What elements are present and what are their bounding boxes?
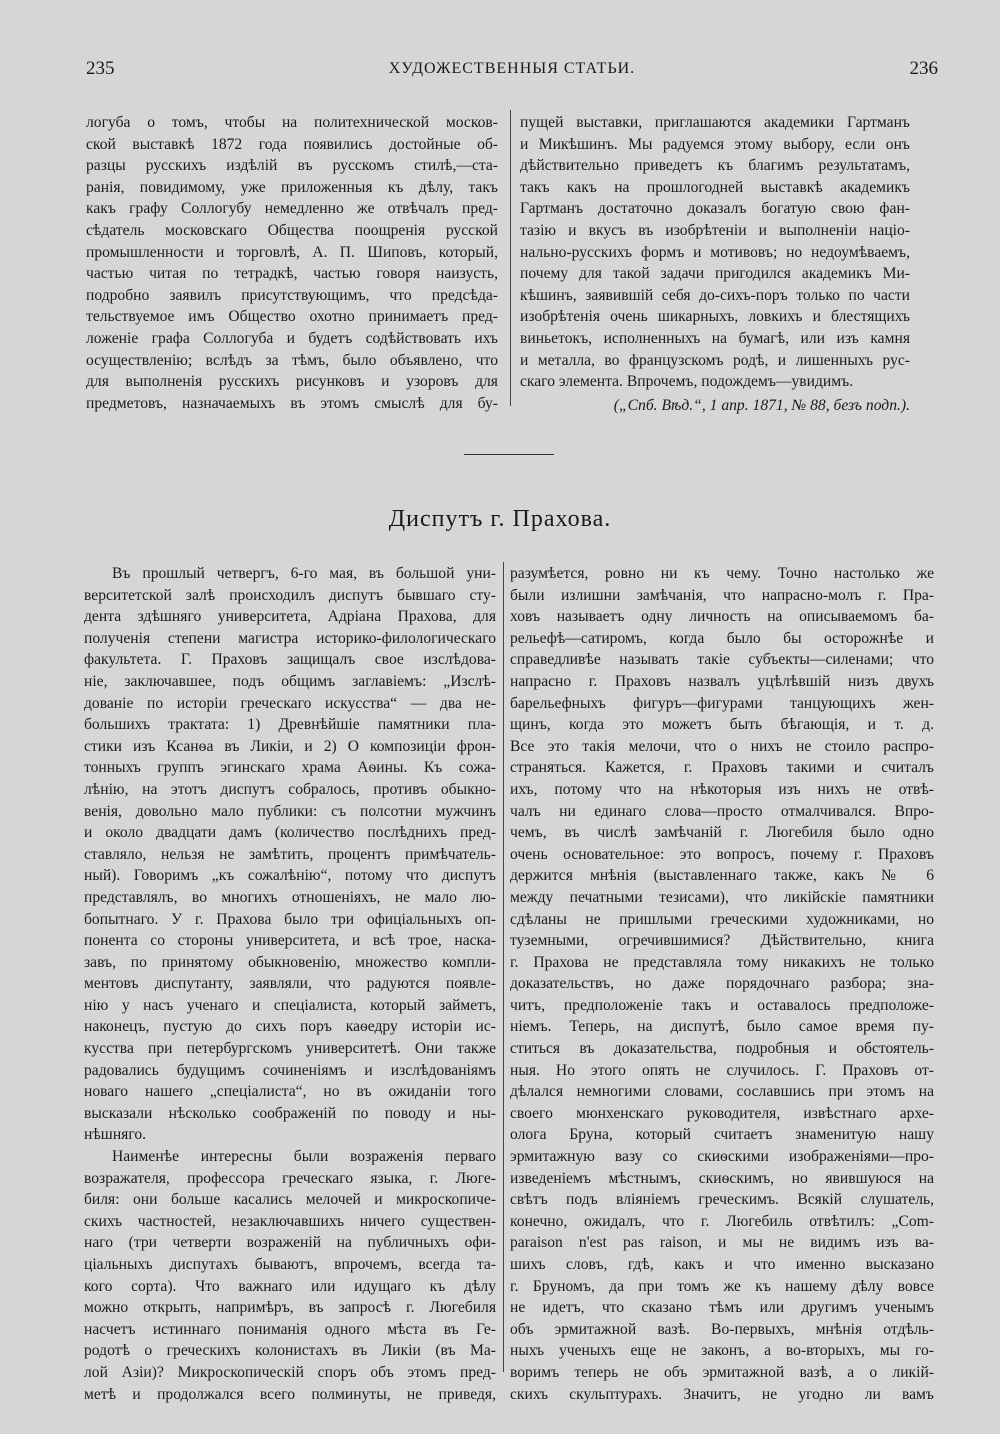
section-separator (464, 454, 554, 455)
text-line: новаго нашего „спеціалиста“, но въ ожиданіи того (84, 1083, 496, 1101)
text-line: нѣшняго. (84, 1126, 147, 1144)
text-line: напрасно г. Праховъ назвалъ уцѣлѣвшій низъ двухъ (510, 672, 934, 690)
text-line: виньетокъ, исполненныхъ на бумагѣ, или изъ камня (520, 329, 910, 347)
text-line: олога Бруна, который считаетъ знаменитую нашу (510, 1126, 934, 1144)
text-line: лѣнію, на этотъ диспутъ собралось, противъ обыкно- (84, 780, 496, 798)
text-line: своего мюнхенскаго руководителя, извѣстнаго архе- (510, 1104, 934, 1122)
text-line: представлялъ, во многихъ отношеніяхъ, не мало лю- (84, 888, 496, 906)
article-title: Диспутъ г. Прахова. (388, 506, 612, 532)
text-line: логуба о томъ, чтобы на политехнической москов- (86, 114, 498, 131)
text-line: бопытнаго. У г. Прахова было три офиціальныхъ оп- (84, 910, 496, 928)
text-line: очень основательное: это вопросъ, почему г. Праховъ (510, 845, 934, 863)
text-line: между печатными тезисами), что ликійскіе памятники (510, 888, 934, 906)
text-line: тазію и вкусъ въ изобрѣтеніи и выполненіи націо- (520, 221, 910, 239)
text-line: ховъ называетъ одну личность на описываемомъ ба- (510, 608, 934, 626)
top-right-column (520, 112, 910, 416)
source-citation: („Спб. Вѣд.“, 1 апр. 1871, № 88, безъ подп.). (613, 396, 910, 414)
text-line: г. Бруномъ, да при томъ же къ нашему дѣлу вовсе (510, 1277, 934, 1295)
text-line: эрмитажную вазу со скиѳскими изображеніями—про- (510, 1148, 934, 1166)
column-divider-bottom (503, 562, 504, 1372)
text-line: почему для такой задачи пригодился академикъ Ми- (520, 265, 910, 283)
text-line: щинъ, когда это можетъ быть бѣгающія, и т. д. (510, 716, 934, 734)
text-line: осуществленію; вслѣдъ за тѣмъ, было объявлено, что (86, 351, 498, 369)
text-line: доказательствъ, но даже порядочнаго разбора; зна- (510, 975, 934, 993)
bottom-left-column (84, 563, 496, 1405)
text-line: Все это такія мелочи, что о нихъ не стоило распро- (510, 737, 934, 755)
text-line: сѣдатель московскаго Общества поощренія русской (86, 221, 498, 239)
text-line: можно открыть, напримѣръ, въ запросѣ г. Люгебиля (84, 1299, 496, 1317)
text-line: paraison n'est pas raison, и мы не видимъ изъ ва- (510, 1234, 934, 1252)
text-line: воримъ теперь не объ эрмитажной вазѣ, а о ликій- (510, 1363, 934, 1381)
text-line: дента здѣшняго университета, Адріана Прахова, для (84, 608, 496, 626)
text-line: барельефныхъ фигуръ—фигурами танцующихъ жен- (510, 694, 934, 712)
text-line: г. Прахова не представляла тому никакихъ не только (510, 953, 934, 971)
text-line: разцы русскихъ издѣлій въ русскомъ стилѣ,—ста- (86, 157, 498, 175)
text-line: дѣйствительно приведетъ къ благимъ результатамъ, (520, 157, 910, 175)
text-line: сдѣланы не пришлыми греческими художниками, но (510, 910, 934, 928)
text-line: изобрѣтенія очень шикарныхъ, ловкихъ и блестящихъ (520, 308, 910, 326)
text-line: Въ прошлый четвергъ, 6-го мая, въ большой уни- (112, 565, 496, 582)
text-line: предметовъ, назначаемыхъ въ этомъ смыслѣ для бу- (86, 394, 498, 412)
text-line: скихъ частностей, незаключавшихъ ничего существен- (84, 1212, 496, 1230)
text-line: ментовъ диспутанту, заявляли, что радуются появле- (84, 975, 496, 993)
text-line: для выполненія русскихъ рисунковъ и узоровъ для (86, 373, 498, 391)
text-line: изведеніемъ мѣстнымъ, скиѳскимъ, но явившуюся на (510, 1169, 934, 1187)
text-line: ихъ, потому что на нѣкоторыя изъ нихъ не отвѣ- (510, 780, 934, 798)
text-line: шихъ словъ, гдѣ, какъ и что именно высказано (510, 1256, 934, 1273)
text-line: ской выставкѣ 1872 года появились достойные об- (86, 135, 498, 153)
text-line: венія, довольно мало публики: съ полсотни мужчинъ (84, 802, 496, 820)
text-line: дѣлался немногими словами, сославшись при этомъ на (510, 1083, 934, 1101)
text-line: и Микѣшинъ. Мы радуемся этому выбору, если онъ (520, 135, 910, 153)
text-line: не идетъ, что сказано тѣмъ или другимъ ученымъ (510, 1299, 934, 1317)
text-line: кусства при петербургскомъ университетѣ. Они также (84, 1040, 496, 1058)
column-divider-top (510, 110, 511, 406)
text-line: ніе, заключавшее, подъ общимъ заглавіемъ: „Изслѣ- (84, 672, 496, 690)
text-line: понента со стороны университета, и всѣ трое, наска- (84, 932, 496, 950)
text-line: скаго элемента. Впрочемъ, подождемъ—увидимъ. (520, 373, 854, 391)
text-line: полученія степени магистра историко-филологическаго (84, 629, 496, 647)
text-line: завъ, по принятому обыкновенію, множество компли- (84, 953, 496, 971)
running-head (86, 58, 938, 86)
text-line: такъ какъ на прошлогодней выставкѣ академикъ (520, 178, 910, 196)
text-line: объ эрмитажной вазѣ. Во-первыхъ, мнѣнія отдѣль- (510, 1320, 934, 1338)
text-line: лой Азіи)? Микроскопическій споръ объ этомъ пред- (84, 1363, 496, 1381)
page-number-right: 236 (909, 58, 938, 79)
text-line: пущей выставки, приглашаются академики Гартманъ (520, 114, 910, 131)
text-line: родотѣ о греческихъ колонистахъ въ Ликіи (въ Ма- (84, 1342, 496, 1360)
text-line: частью читая по тетрадкѣ, частью говоря наизусть, (86, 265, 498, 283)
text-line: справедливѣе называть такіе субъекты—силенами; что (510, 651, 934, 669)
text-line: конечно, ожидалъ, что г. Люгебиль отвѣтилъ: „Com- (510, 1212, 934, 1230)
text-line: тельствуемое имъ Общество охотно принимаетъ пред- (86, 308, 498, 326)
text-line: и около двадцати дамъ (количество послѣднихъ пред- (84, 824, 496, 842)
text-line: наго (три четверти возраженій на публичныхъ офи- (84, 1234, 496, 1252)
text-line: биля: они больше касались мелочей и микроскопиче- (84, 1191, 496, 1209)
text-line: ститься въ доказательства, подробныя и обстоятель- (510, 1040, 934, 1058)
text-line: радовались будущимъ сочиненіямъ и изслѣдованіямъ (84, 1061, 496, 1079)
top-left-column (86, 112, 498, 414)
text-line: большихъ трактата: 1) Древнѣйшіе памятники пла- (84, 716, 496, 734)
text-line: стики изъ Ксанѳа въ Ликіи, и 2) О композиціи фрон- (84, 737, 496, 755)
text-line: кого сорта). Что важнаго или идущаго къ дѣлу (84, 1277, 496, 1295)
text-line: ранія, повидимому, уже приложенныя къ дѣлу, такъ (86, 178, 498, 196)
page-number-left: 235 (86, 58, 115, 79)
bottom-right-column (510, 563, 934, 1405)
text-line: какъ графу Соллогубу немедленно же отвѣчалъ пред- (86, 200, 498, 218)
text-line: держится мнѣнія (выставленнаго также, какъ № 6 (510, 867, 934, 885)
text-line: чалъ ни единаго слова—просто отмалчивался. Впро- (510, 802, 934, 820)
text-line: насчетъ истиннаго пониманія одного мѣста въ Ге- (84, 1320, 496, 1338)
text-line: Наименѣе интересны были возраженія перваго (112, 1148, 496, 1166)
text-line: нію у насъ ученаго и спеціалиста, который займетъ, (84, 996, 496, 1014)
text-line: чемъ, въ числѣ замѣчаній г. Люгебиля было одно (510, 824, 934, 842)
running-title: ХУДОЖЕСТВЕННЫЯ СТАТЬИ. (388, 60, 636, 77)
text-line: и металла, во французскомъ родѣ, и лишенныхъ рус- (520, 351, 910, 369)
text-line: ціальныхъ диспутахъ бываютъ, впрочемъ, всегда та- (84, 1256, 496, 1273)
text-line: нально-русскихъ формъ и мотивовъ; но недоумѣваемъ, (520, 243, 910, 261)
text-line: ный). Говоримъ „къ сожалѣнію“, потому что диспутъ (84, 867, 496, 885)
text-line: скихъ скульптурахъ. Значитъ, не угодно ли вамъ (510, 1385, 934, 1403)
text-line: кѣшинъ, заявившій себя до-сихъ-поръ только по части (520, 286, 910, 304)
text-line: свѣтъ подъ вліяніемъ греческимъ. Всякій слушатель, (510, 1191, 934, 1209)
text-line: ложеніе графа Соллогуба и будетъ содѣйствовать ихъ (86, 329, 498, 347)
text-line: читъ, предположеніе такъ и оставалось предположе- (510, 996, 934, 1014)
text-line: подробно заявилъ присутствующимъ, что предсѣда- (86, 286, 498, 304)
text-line: ныя. Но этого опять не случилось. Г. Праховъ от- (510, 1061, 934, 1079)
text-line: ставляло, нельзя не замѣтить, процентъ примѣчатель- (84, 845, 496, 863)
text-line: разумѣется, ровно ни къ чему. Точно настолько же (510, 565, 934, 582)
text-line: ныхъ ученыхъ еще не законъ, а во-вторыхъ, мы го- (510, 1342, 934, 1360)
text-line: туземными, огречившимися? Дѣйствительно, книга (510, 932, 934, 950)
text-line: дованіе по исторіи греческаго искусства“ — два не- (84, 694, 496, 712)
text-line: тонныхъ группъ эгинскаго храма Аѳины. Къ сожа- (84, 759, 496, 777)
text-line: возражателя, профессора греческаго языка, г. Люге- (84, 1169, 496, 1187)
text-line: промышленности и торговлѣ, А. П. Шиповъ, который, (86, 243, 498, 261)
text-line: Гартманъ достаточно доказалъ богатую свою фан- (520, 200, 910, 218)
text-line: рельефѣ—сатиромъ, когда было бы осторожнѣе и (510, 629, 934, 647)
text-line: высказали нѣсколько соображеній по поводу и ны- (84, 1104, 496, 1122)
text-line: ніемъ. Теперь, на диспутѣ, было самое время пу- (510, 1018, 934, 1036)
text-line: страняться. Кажется, г. Праховъ такими и считалъ (510, 759, 934, 777)
text-line: наконецъ, пустую до сихъ поръ каѳедру исторіи ис- (84, 1018, 496, 1036)
text-line: метѣ и продолжался всего полминуты, не приведя, (84, 1385, 496, 1403)
text-line: факультета. Г. Праховъ защищалъ свое изслѣдова- (84, 651, 496, 669)
text-line: были излишни замѣчанія, что напрасно-молъ г. Пра- (510, 586, 934, 604)
text-line: верситетской залѣ происходилъ диспутъ бывшаго сту- (84, 586, 496, 604)
